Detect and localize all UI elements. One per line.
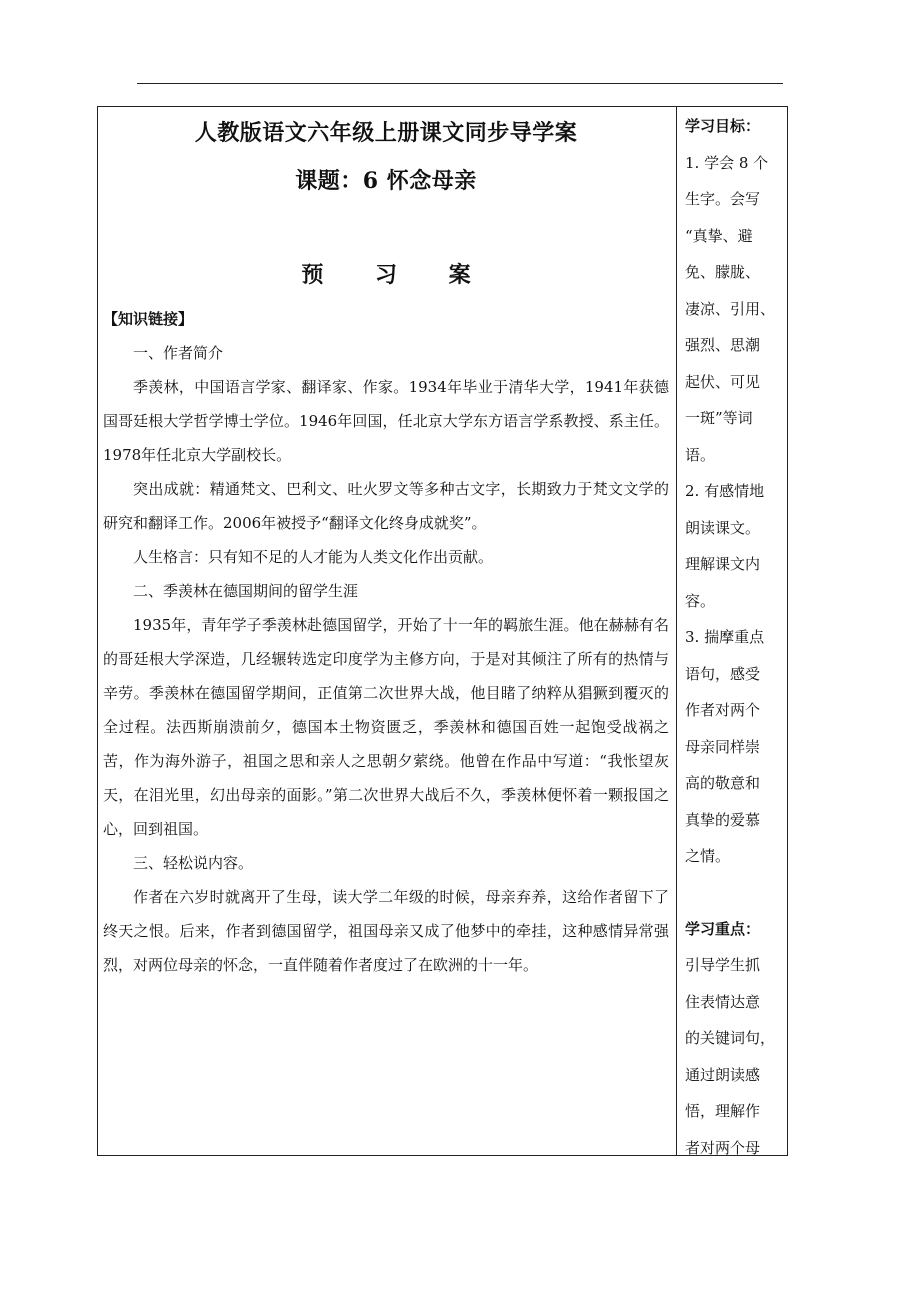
focus-title: 学习重点： [685, 919, 761, 938]
focus-line: 悟，理解作 [685, 1102, 761, 1120]
worksheet-title: 人教版语文六年级上册课文同步导学案 [194, 120, 578, 146]
sidebar-column [685, 108, 775, 1166]
paragraph-author-bio: 季羡林，中国语言学家、翻译家、作家。1934年毕业于清华大学，1941年获德国哥廷根大学哲学博士学位。1946年回国，任北京大学东方语言学系教授、系主任。1978年任北京大学副校长。 [103, 378, 669, 464]
lesson-title: 课题：6 怀念母亲 [295, 168, 477, 194]
goals-list [685, 145, 775, 875]
goals-line: 真挚的爱慕 [685, 810, 761, 829]
goals-line: 生字。会写 [685, 190, 761, 208]
focus-line: 引导学生抓 [685, 956, 761, 974]
goals-line: 语句，感受 [685, 664, 761, 683]
goals-line: 一斑”等词 [685, 409, 753, 427]
knowledge-tag: 【知识链接】 [103, 310, 194, 328]
paragraph-motto: 人生格言：只有知不足的人才能为人类文化作出贡献。 [133, 548, 494, 566]
paragraph-content: 作者在六岁时就离开了生母，读大学二年级的时候，母亲弃养，这给作者留下了终天之恨。后来，作者到德国留学，祖国母亲又成了他梦中的牵挂，这种感情异常强烈，对两位母亲的怀念，一直伴随着作者度过了在欧洲的十一年。 [103, 888, 669, 974]
goals-line: 容。 [685, 591, 716, 610]
goals-line: 强烈、思潮 [685, 336, 761, 354]
goals-line: 起伏、可见 [685, 372, 761, 391]
focus-list [685, 947, 775, 1166]
heading-content: 三、轻松说内容。 [133, 854, 254, 872]
goals-line: 理解课文内 [685, 555, 761, 573]
sidebar-gap [685, 875, 775, 911]
goals-line: 朗读课文。 [685, 518, 761, 537]
focus-line: 住表情达意 [685, 992, 761, 1011]
focus-line: 通过朗读感 [685, 1065, 761, 1084]
goals-line: 作者对两个 [685, 701, 761, 719]
goals-line: 3. 揣摩重点 [685, 628, 765, 646]
goals-line: “真挚、避 [685, 226, 753, 245]
paragraph-study-abroad: 1935年，青年学子季羡林赴德国留学，开始了十一年的羁旅生涯。他在赫赫有名的哥廷根大学深造，几经辗转选定印度学为主修方向，于是对其倾注了所有的热情与辛劳。季羡林在德国留学期间，正值第二次世界大战，他目睹了纳粹从猖獗到覆灭的全过程。法西斯崩溃前夕，德国本土物资匮乏，季羡林和德国百姓一起饱受战祸之苦，作为海外游子，祖国之思和亲人之思朝夕萦绕。他曾在作品中写道：“我怅望灰天，在泪光里，幻出母亲的面影。”第二次世界大战后不久，季羡林便怀着一颗报国之心，回到祖国。 [103, 616, 669, 838]
knowledge-links [103, 302, 669, 982]
goals-line: 高的敬意和 [685, 774, 761, 792]
goals-line: 2. 有感情地 [685, 482, 765, 500]
focus-line: 的关键词句， [685, 1029, 776, 1047]
goals-title: 学习目标： [685, 117, 761, 135]
paragraph-achievements: 突出成就：精通梵文、巴利文、吐火罗文等多种古文字，长期致力于梵文文学的研究和翻译工作。2006年被授予“翻译文化终身成就奖”。 [103, 480, 669, 532]
goals-line: 语。 [685, 445, 716, 464]
goals-line: 母亲同样崇 [685, 737, 761, 756]
column-divider [676, 106, 677, 1156]
header-rule [137, 83, 783, 84]
goals-line: 凄凉、引用、 [685, 299, 776, 318]
heading-author-intro: 一、作者简介 [133, 344, 224, 362]
focus-line: 者对两个母 [685, 1138, 761, 1157]
goals-line: 之情。 [685, 847, 731, 865]
goals-line: 1. 学会 8 个 [685, 153, 769, 172]
section-title: 预 习 案 [301, 262, 493, 288]
goals-line: 免、朦胧、 [685, 263, 761, 281]
heading-study-abroad: 二、季羡林在德国期间的留学生涯 [133, 582, 359, 600]
